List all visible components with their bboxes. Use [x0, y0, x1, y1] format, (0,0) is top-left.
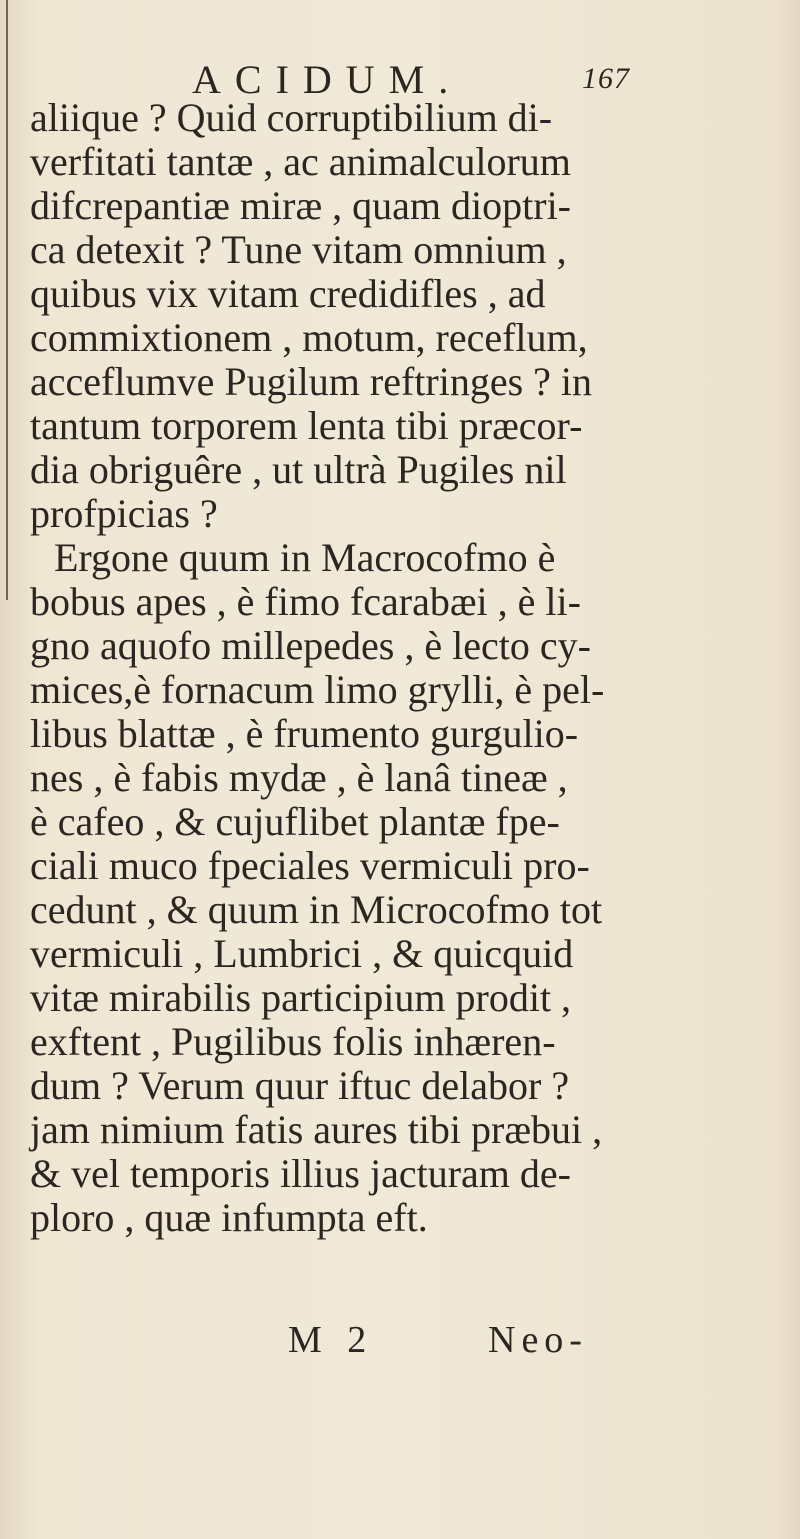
catchword: Neo- [488, 1319, 588, 1361]
text-line: verfitati tantæ , ac animalculorum [30, 139, 571, 184]
page-number: 167 [582, 62, 630, 95]
text-line: bobus apes , è fimo fcarabæi , è li- [30, 579, 581, 624]
text-line: profpicias ? [30, 491, 218, 536]
text-line: exftent , Pugilibus folis inhæren- [30, 1019, 556, 1064]
text-line: quibus vix vitam credidifles , ad [30, 271, 546, 316]
running-head: ACIDUM. [192, 57, 463, 102]
text-line: & vel temporis illius jacturam de- [30, 1151, 571, 1196]
text-line: ca detexit ? Tune vitam omnium , [30, 227, 567, 272]
text-line: libus blattæ , è frumento gurgulio- [30, 711, 579, 756]
text-line: commixtionem , motum, receflum, [30, 315, 588, 360]
text-line: dum ? Verum quur iftuc delabor ? [30, 1063, 570, 1108]
text-line: jam nimium fatis aures tibi præbui , [30, 1107, 603, 1152]
page-footer [288, 1318, 708, 1366]
binding-edge [6, 0, 8, 600]
text-line: aliique ? Quid corruptibilium di- [30, 95, 553, 140]
text-line: mices,è fornacum limo grylli, è pel- [30, 667, 605, 712]
text-line: ploro , quæ infumpta eft. [30, 1195, 428, 1240]
text-line: nes , è fabis mydæ , è lanâ tineæ , [30, 755, 568, 800]
text-line: dia obriguêre , ut ultrà Pugiles nil [30, 447, 567, 492]
text-line: ciali muco fpeciales vermiculi pro- [30, 843, 590, 888]
text-line: cedunt , & quum in Microcofmo tot [30, 887, 603, 932]
text-line: acceflumve Pugilum reftringes ? in [30, 359, 593, 404]
body-text [30, 96, 770, 1240]
text-line: difcrepantiæ miræ , quam dioptri- [30, 183, 571, 228]
text-line: vermiculi , Lumbrici , & quicquid [30, 931, 574, 976]
signature-mark: M 2 [288, 1319, 375, 1361]
text-line: è cafeo , & cujuflibet plantæ fpe- [30, 799, 560, 844]
text-line: tantum torporem lenta tibi præcor- [30, 403, 583, 448]
paragraph-start-line: Ergone quum in Macrocofmo è [54, 535, 556, 580]
text-line: vitæ mirabilis participium prodit , [30, 975, 572, 1020]
text-line: gno aquofo millepedes , è lecto cy- [30, 623, 591, 668]
